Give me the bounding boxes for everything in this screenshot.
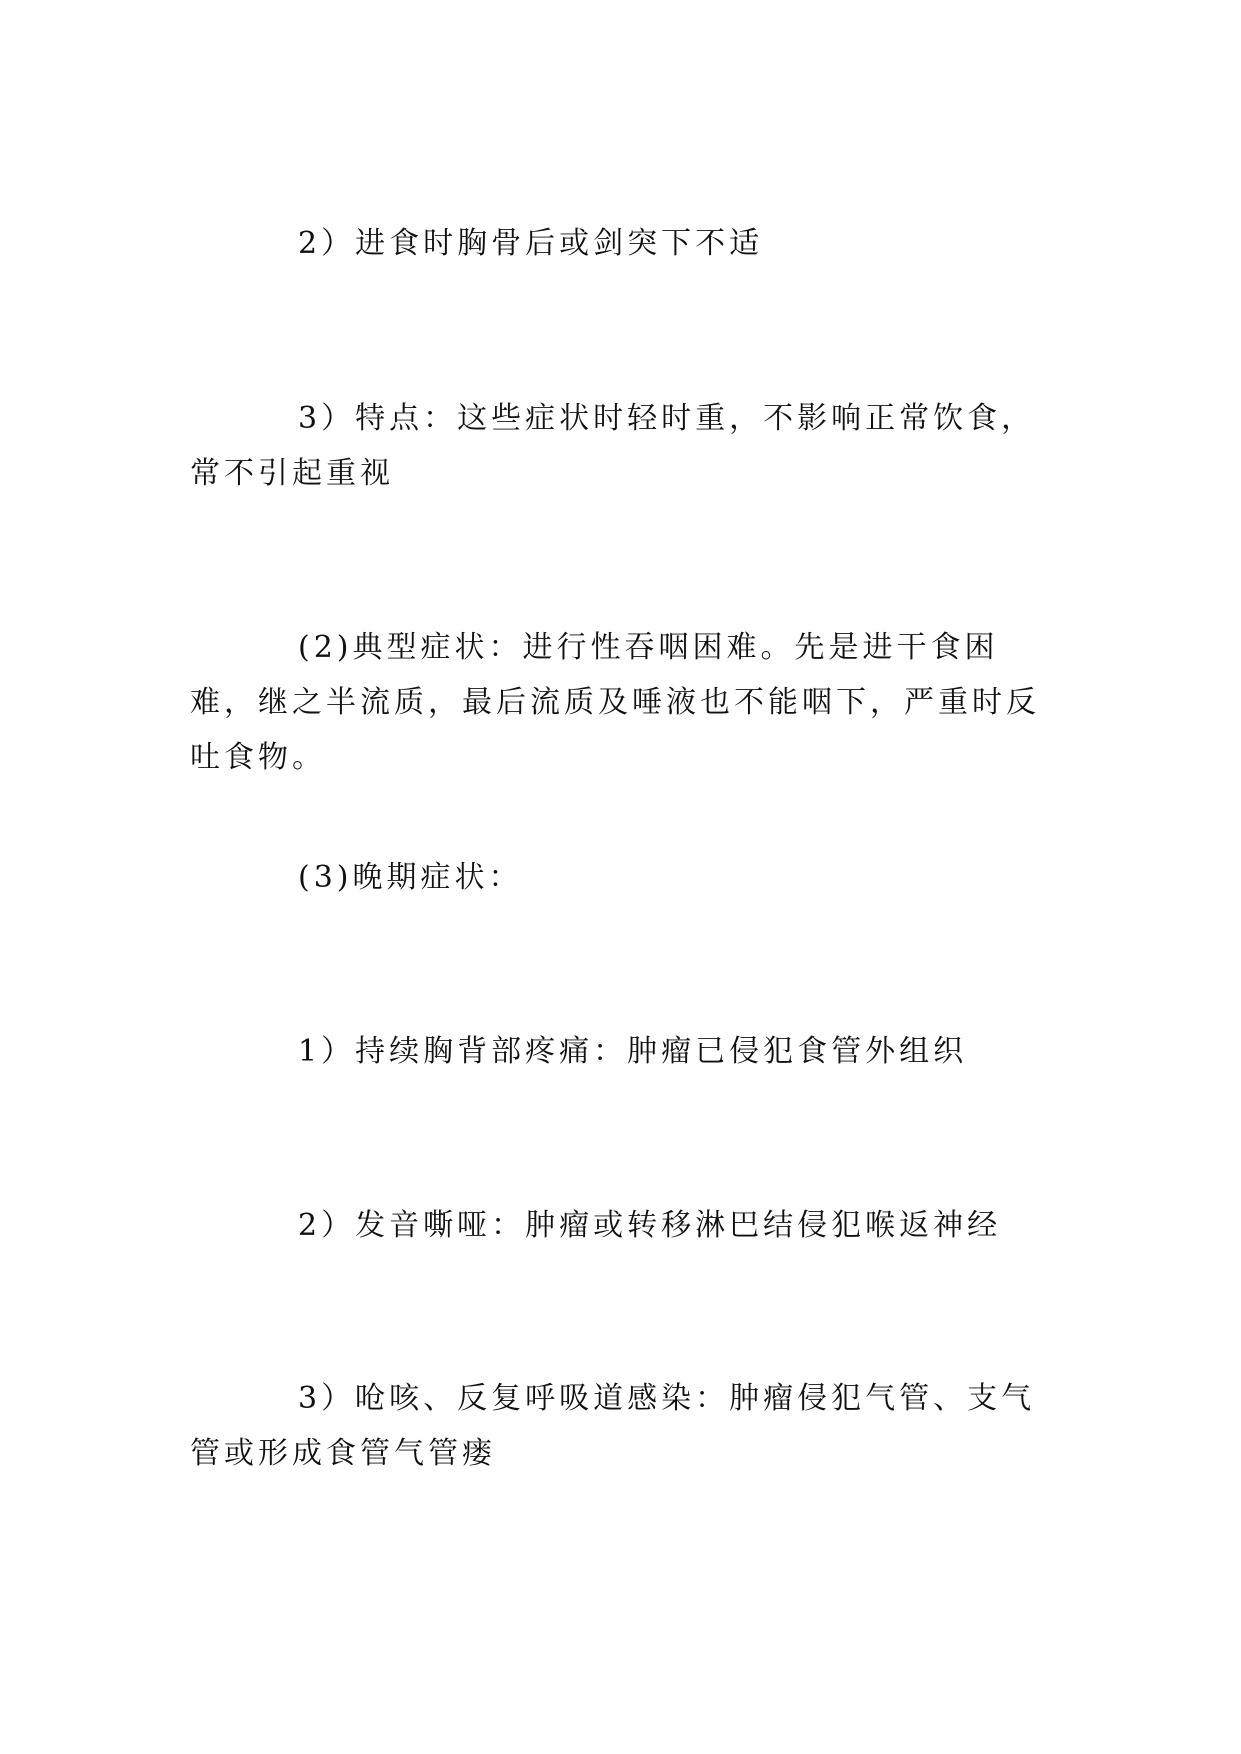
paragraph-late-symptom-1-pain: 1）持续胸背部疼痛：肿瘤已侵犯食管外组织 — [298, 1034, 968, 1069]
paragraph-symptom-3-characteristics: 3）特点：这些症状时轻时重，不影响正常饮食，常不引起重视 — [190, 401, 1036, 491]
paragraph-late-symptoms-heading: (3)晚期症状： — [298, 860, 523, 895]
paragraph-symptom-2-retrosternal-discomfort: 2）进食时胸骨后或剑突下不适 — [298, 226, 764, 261]
paragraph-late-symptom-2-hoarseness: 2）发音嘶哑：肿瘤或转移淋巴结侵犯喉返神经 — [298, 1208, 1002, 1243]
paragraph-late-symptom-3-cough-infection: 3）呛咳、反复呼吸道感染：肿瘤侵犯气管、支气管或形成食管气管瘘 — [190, 1381, 1036, 1471]
paragraph-typical-symptoms: (2)典型症状：进行性吞咽困难。先是进干食困难，继之半流质，最后流质及唾液也不能咽下，严重时反吐食物。 — [190, 630, 1040, 775]
